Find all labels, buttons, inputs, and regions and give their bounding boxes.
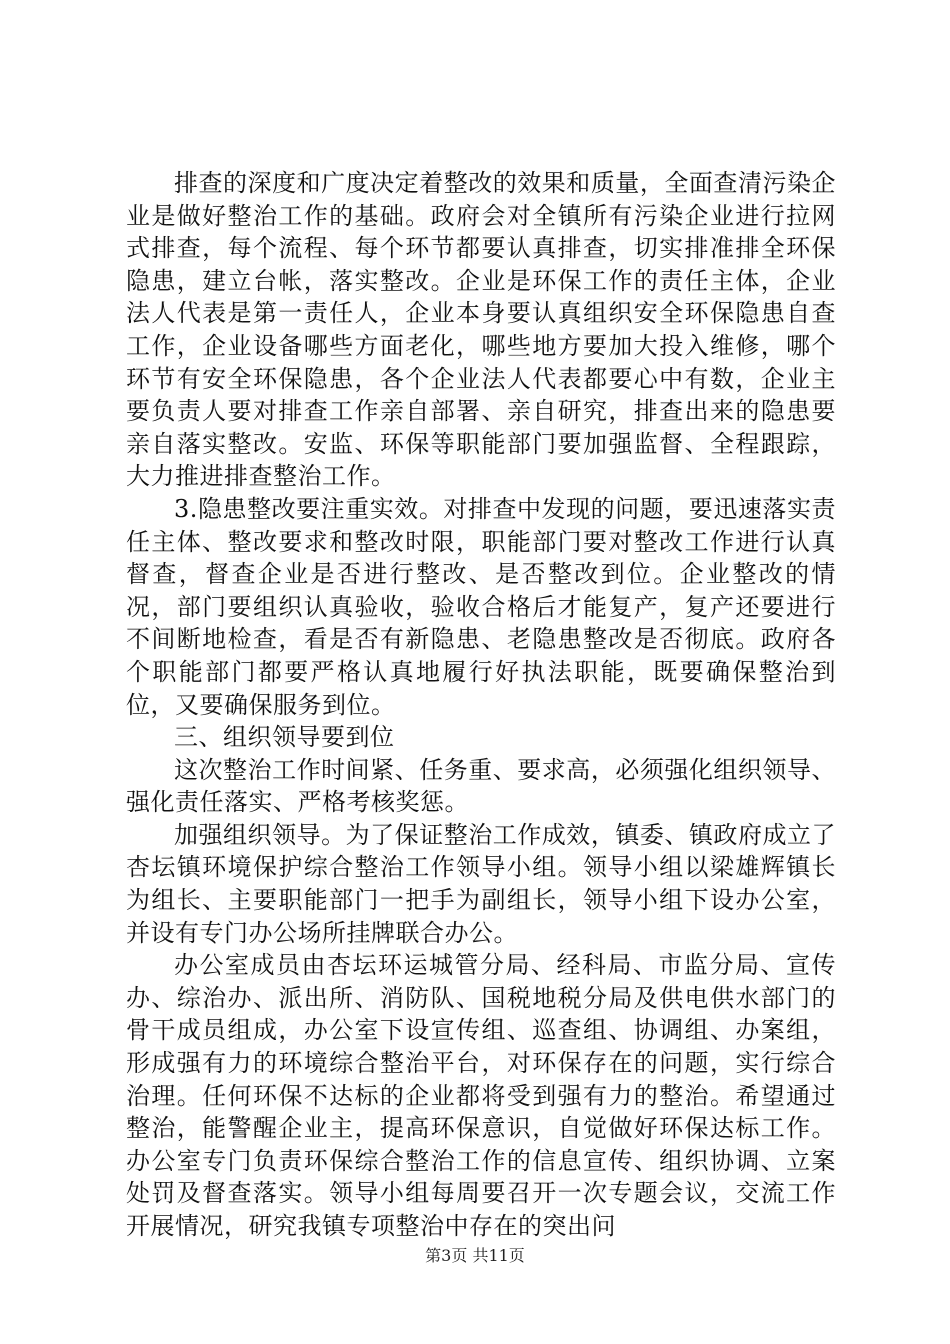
paragraph-rectification: 3.隐患整改要注重实效。对排查中发现的问题，要迅速落实责任主体、整改要求和整改时限，职能部门要对整改工作进行认真督查，督查企业是否进行整改、是否整改到位。企业整改的情况，部门要组织认真验收，验收合格后才能复产，复产还要进行不间断地检查，看是否有新隐患、老隐患整改是否彻底。政府各个职能部门都要严格认真地履行好执法职能，既要确保整治到位，又要确保服务到位。 <box>126 494 836 719</box>
paragraph-investigation: 排查的深度和广度决定着整改的效果和质量，全面查清污染企业是做好整治工作的基础。政府会对全镇所有污染企业进行拉网式排查，每个流程、每个环节都要认真排查，切实排准排全环保隐患，建立台帐，落实整改。企业是环保工作的责任主体，企业法人代表是第一责任人，企业本身要认真组织安全环保隐患自查工作，企业设备哪些方面老化，哪些地方要加大投入维修，哪个环节有安全环保隐患，各个企业法人代表都要心中有数，企业主要负责人要对排查工作亲自部署、亲自研究，排查出来的隐患要亲自落实整改。安监、环保等职能部门要加强监督、全程跟踪，大力推进排查整治工作。 <box>126 169 836 491</box>
paragraph-leadership: 加强组织领导。为了保证整治工作成效，镇委、镇政府成立了杏坛镇环境保护综合整治工作领导小组。领导小组以梁雄辉镇长为组长、主要职能部门一把手为副组长，领导小组下设办公室，并设有专门办公场所挂牌联合办公。 <box>126 820 836 947</box>
section-heading: 三、组织领导要到位 <box>174 723 395 752</box>
paragraph-office-members: 办公室成员由杏坛环运城管分局、经科局、市监分局、宣传办、综治办、派出所、消防队、国税地税分局及供电供水部门的骨干成员组成，办公室下设宣传组、巡查组、协调组、办案组，形成强有力的环境综合整治平台，对环保存在的问题，实行综合治理。任何环保不达标的企业都将受到强有力的整治。希望通过整治，能警醒企业主，提高环保意识，自觉做好环保达标工作。办公室专门负责环保综合整治工作的信息宣传、组织协调、立案处罚及督查落实。领导小组每周要召开一次专题会议，交流工作开展情况，研究我镇专项整治中存在的突出问 <box>126 951 836 1240</box>
paragraph-overview: 这次整治工作时间紧、任务重、要求高，必须强化组织领导、强化责任落实、严格考核奖惩。 <box>126 755 836 817</box>
page-number-footer: 第3页 共11页 <box>425 1246 525 1265</box>
document-body <box>126 167 836 1243</box>
